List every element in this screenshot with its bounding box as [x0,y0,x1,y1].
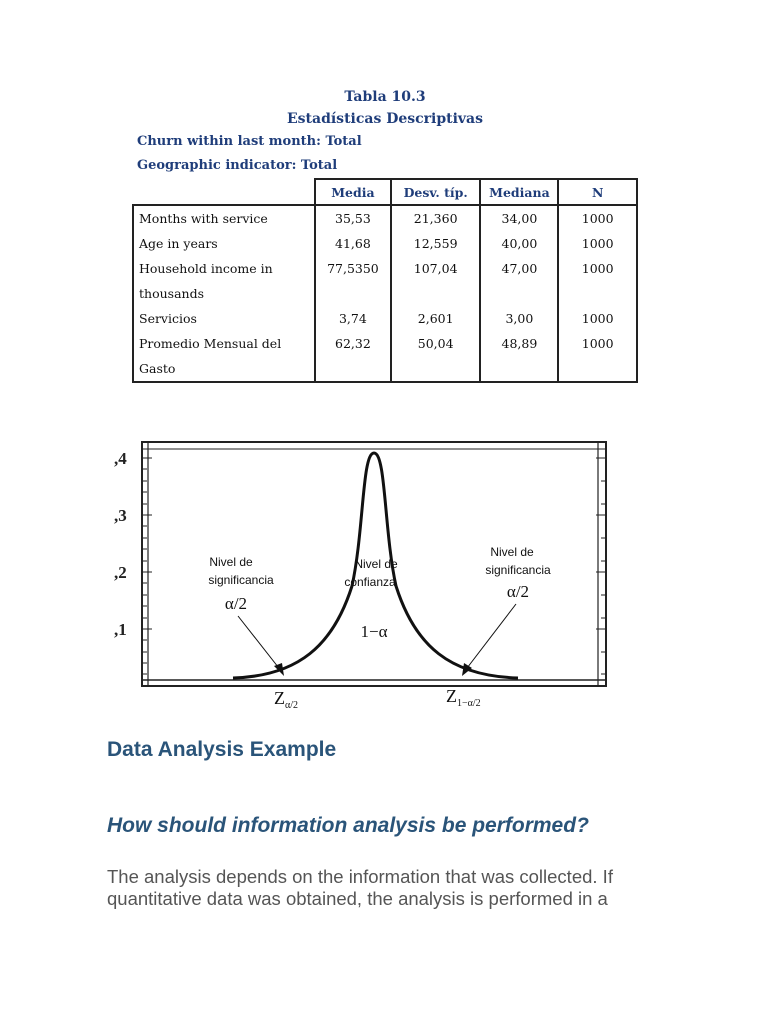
center-annotation-line2: confianza [344,575,396,589]
center-annotation-line1: Nivel de [354,557,398,571]
table-title: Tabla 10.3 [344,89,426,105]
y-tick-label: ,3 [114,506,127,525]
body-paragraph: The analysis depends on the information that was collected. If quantitative data was obtained, the analysis is performed in a [107,866,613,909]
cell-desv-tip: 2,601 [391,306,481,331]
left-annotation-alpha: α/2 [224,594,248,613]
right-arrow-line [464,604,516,672]
table-subtitle: Estadísticas Descriptivas [286,111,484,127]
cell-mediana: 40,00 [480,231,558,256]
right-annotation-line1: Nivel de [490,545,534,559]
row-label: Promedio Mensual del Gasto [133,331,315,382]
table-row [133,256,637,306]
cell-mediana: 47,00 [480,256,558,306]
normal-distribution-figure [108,436,610,716]
cell-media: 3,74 [315,306,391,331]
table-row [133,205,637,231]
table-header-row [133,179,637,205]
row-label: Months with service [133,205,315,231]
column-header-n: N [558,179,637,205]
y-tick-label: ,2 [114,563,127,582]
center-annotation-alpha: 1−α [360,622,388,641]
right-annotation-alpha: α/2 [506,582,530,601]
table-filter-churn: Churn within last month: Total [137,134,362,149]
left-z-label: $Z_{\alpha/2}$ [274,688,299,711]
right-annotation-line2: significancia [485,563,551,577]
cell-n: 1000 [558,205,637,231]
table-filter-geographic: Geographic indicator: Total [137,158,338,173]
table-row [133,331,637,382]
cell-media: 77,5350 [315,256,391,306]
cell-desv-tip: 50,04 [391,331,481,382]
table-row [133,231,637,256]
section-heading: Data Analysis Example [107,738,337,761]
column-header-mediana: Mediana [480,179,558,205]
y-tick-label: ,4 [114,449,127,468]
cell-n: 1000 [558,331,637,382]
left-arrow-line [238,616,282,672]
cell-desv-tip: 107,04 [391,256,481,306]
cell-n: 1000 [558,306,637,331]
column-header-media: Media [315,179,391,205]
y-tick-label: ,1 [114,620,127,639]
table-header-blank [133,179,315,205]
cell-desv-tip: 21,360 [391,205,481,231]
cell-media: 62,32 [315,331,391,382]
statistics-table [132,178,638,383]
cell-mediana: 3,00 [480,306,558,331]
cell-media: 41,68 [315,231,391,256]
left-arrow-head [274,663,284,676]
cell-mediana: 34,00 [480,205,558,231]
right-z-label: $Z_{1-\alpha/2}$ [446,686,481,709]
left-annotation-line1: Nivel de [209,555,253,569]
table-row [133,306,637,331]
left-ticks [142,458,152,674]
cell-n: 1000 [558,256,637,306]
section-question: How should information analysis be performed? [107,814,589,837]
cell-n: 1000 [558,231,637,256]
cell-mediana: 48,89 [480,331,558,382]
row-label: Servicios [133,306,315,331]
row-label: Age in years [133,231,315,256]
cell-desv-tip: 12,559 [391,231,481,256]
descriptive-statistics-table-block [132,86,638,383]
column-header-desv-tip: Desv. típ. [391,179,481,205]
left-annotation-line2: significancia [208,573,274,587]
cell-media: 35,53 [315,205,391,231]
row-label: Household income in thousands [133,256,315,306]
